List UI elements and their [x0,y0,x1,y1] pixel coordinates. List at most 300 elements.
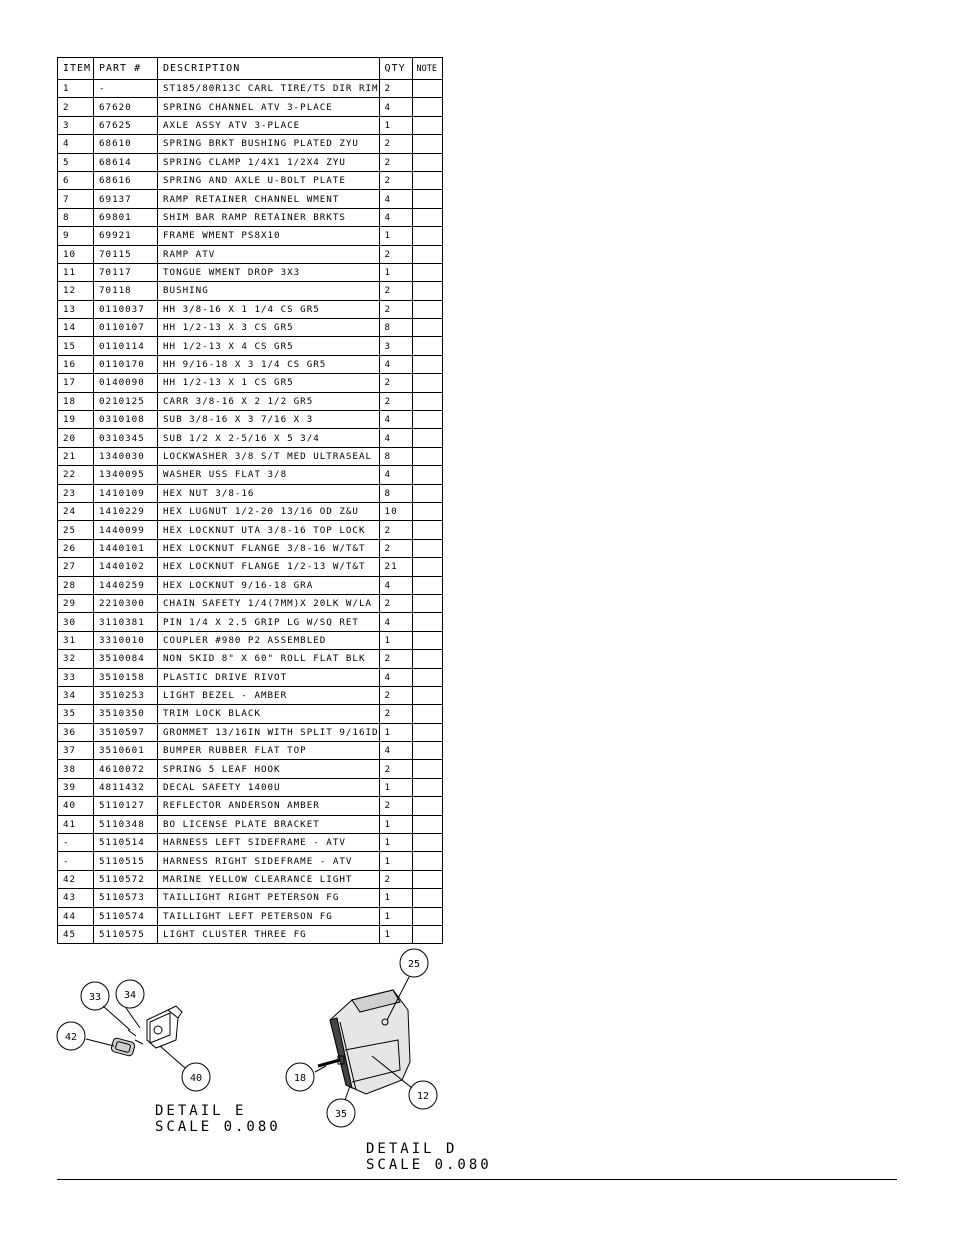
cell-note [412,760,442,778]
header-description: DESCRIPTION [158,58,380,80]
cell-note [412,631,442,649]
cell-part-number: 1440101 [94,539,158,557]
bolt-shaft [318,1060,340,1066]
cell-description: BO LICENSE PLATE BRACKET [158,815,380,833]
table-row [58,208,443,226]
cell-qty: 2 [379,392,412,410]
table-row [58,171,443,189]
cell-note [412,815,442,833]
cell-part-number: 5110572 [94,870,158,888]
rivot-shape [128,1030,136,1036]
cell-qty: 3 [379,337,412,355]
cell-part-number: 0110107 [94,319,158,337]
cell-part-number: 3510350 [94,705,158,723]
cell-item: 42 [58,870,94,888]
cell-qty: 1 [379,631,412,649]
detail-e-caption [155,1103,281,1135]
cell-note [412,778,442,796]
cell-part-number: 5110573 [94,889,158,907]
cell-part-number: 70117 [94,263,158,281]
leader-line [126,1008,140,1028]
cell-item: 26 [58,539,94,557]
cell-item: 10 [58,245,94,263]
cell-part-number: 67620 [94,98,158,116]
detail-d-title: DETAIL D [366,1141,458,1157]
cell-note [412,502,442,520]
cell-note [412,576,442,594]
cell-item: 14 [58,319,94,337]
cell-part-number: - [94,80,158,98]
cell-item: 40 [58,797,94,815]
cell-description: HEX LOCKNUT 9/16-18 GRA [158,576,380,594]
cell-description: SPRING AND AXLE U-BOLT PLATE [158,171,380,189]
cell-description: LOCKWASHER 3/8 S/T MED ULTRASEAL [158,447,380,465]
cell-part-number: 0110114 [94,337,158,355]
cell-description: COUPLER #980 P2 ASSEMBLED [158,631,380,649]
cell-qty: 2 [379,245,412,263]
table-row [58,116,443,134]
cell-note [412,153,442,171]
cell-note [412,558,442,576]
cell-note [412,797,442,815]
cell-description: TAILLIGHT LEFT PETERSON FG [158,907,380,925]
cell-qty: 1 [379,907,412,925]
cell-description: SPRING CHANNEL ATV 3-PLACE [158,98,380,116]
cell-description: HH 1/2-13 X 1 CS GR5 [158,374,380,392]
cell-item: - [58,852,94,870]
table-row [58,723,443,741]
table-row [58,742,443,760]
svg-text:35: 35 [334,1109,348,1120]
table-row [58,889,443,907]
table-row [58,668,443,686]
cell-qty: 2 [379,594,412,612]
cell-qty: 2 [379,80,412,98]
cell-part-number: 4811432 [94,778,158,796]
table-row [58,190,443,208]
cell-qty: 4 [379,576,412,594]
balloon-42 [57,1022,85,1050]
cell-qty: 2 [379,171,412,189]
cell-item: 43 [58,889,94,907]
cell-note [412,116,442,134]
detail-e-scale: SCALE 0.080 [155,1119,281,1135]
cell-qty: 4 [379,98,412,116]
cell-note [412,852,442,870]
cell-note [412,705,442,723]
balloon-40 [182,1063,210,1091]
table-row [58,282,443,300]
cell-note [412,521,442,539]
cell-note [412,392,442,410]
cell-qty: 8 [379,484,412,502]
cell-part-number: 0110170 [94,355,158,373]
cell-note [412,355,442,373]
cell-note [412,907,442,925]
cell-description: SPRING CLAMP 1/4X1 1/2X4 ZYU [158,153,380,171]
cell-item: 2 [58,98,94,116]
cell-part-number: 5110514 [94,834,158,852]
cell-note [412,245,442,263]
cell-description: TRIM LOCK BLACK [158,705,380,723]
leader-line [345,1086,350,1100]
cell-part-number: 1440099 [94,521,158,539]
cell-description: WASHER USS FLAT 3/8 [158,466,380,484]
cell-item: 9 [58,227,94,245]
svg-text:18: 18 [293,1073,307,1084]
cell-description: ST185/80R13C CARL TIRE/TS DIR RIM [158,80,380,98]
cell-note [412,227,442,245]
cell-qty: 8 [379,447,412,465]
cell-description: SUB 1/2 X 2-5/16 X 5 3/4 [158,429,380,447]
cell-qty: 1 [379,815,412,833]
cell-part-number: 5110575 [94,925,158,943]
cell-item: 32 [58,650,94,668]
cell-description: TAILLIGHT RIGHT PETERSON FG [158,889,380,907]
cell-item: 35 [58,705,94,723]
table-header-row [58,58,443,80]
cell-item: 27 [58,558,94,576]
leader-line [160,1046,185,1068]
cell-note [412,80,442,98]
cell-qty: 4 [379,411,412,429]
cell-note [412,135,442,153]
cell-qty: 2 [379,282,412,300]
cell-item: 31 [58,631,94,649]
cell-part-number: 5110127 [94,797,158,815]
svg-text:25: 25 [407,959,421,970]
cell-qty: 1 [379,925,412,943]
table-row [58,815,443,833]
cell-part-number: 3310010 [94,631,158,649]
cell-note [412,889,442,907]
svg-text:42: 42 [64,1032,78,1043]
cell-note [412,374,442,392]
table-row [58,337,443,355]
cell-part-number: 1340030 [94,447,158,465]
detail-d-drawing [286,949,437,1127]
cell-item: 29 [58,594,94,612]
cell-description: HH 3/8-16 X 1 1/4 CS GR5 [158,300,380,318]
footer-rule [57,1179,897,1180]
cell-part-number: 68614 [94,153,158,171]
cell-qty: 4 [379,190,412,208]
header-part-number: PART # [94,58,158,80]
cell-item: 22 [58,466,94,484]
cell-description: PLASTIC DRIVE RIVOT [158,668,380,686]
cell-part-number: 70118 [94,282,158,300]
table-row [58,576,443,594]
cell-item: 11 [58,263,94,281]
cell-note [412,466,442,484]
cell-qty: 1 [379,889,412,907]
cell-qty: 1 [379,834,412,852]
table-row [58,484,443,502]
cell-description: RAMP ATV [158,245,380,263]
cell-part-number: 70115 [94,245,158,263]
table-row [58,374,443,392]
table-row [58,834,443,852]
cell-note [412,925,442,943]
cell-item: 13 [58,300,94,318]
cell-item: 21 [58,447,94,465]
cell-qty: 10 [379,502,412,520]
cell-description: GROMMET 13/16IN WITH SPLIT 9/16ID [158,723,380,741]
cell-item: 44 [58,907,94,925]
cell-item: 12 [58,282,94,300]
header-qty: QTY [379,58,412,80]
cell-part-number: 5110348 [94,815,158,833]
cell-description: REFLECTOR ANDERSON AMBER [158,797,380,815]
cell-description: RAMP RETAINER CHANNEL WMENT [158,190,380,208]
cell-part-number: 2210300 [94,594,158,612]
cell-part-number: 0210125 [94,392,158,410]
cell-description: SPRING BRKT BUSHING PLATED ZYU [158,135,380,153]
cell-part-number: 5110515 [94,852,158,870]
cell-note [412,668,442,686]
cell-part-number: 3510253 [94,686,158,704]
table-row [58,227,443,245]
cell-part-number: 0110037 [94,300,158,318]
cell-note [412,263,442,281]
cell-note [412,282,442,300]
cell-qty: 4 [379,613,412,631]
cell-note [412,686,442,704]
cell-part-number: 3110381 [94,613,158,631]
cell-qty: 1 [379,116,412,134]
cell-item: 15 [58,337,94,355]
cell-item: 36 [58,723,94,741]
cell-qty: 1 [379,263,412,281]
cell-qty: 4 [379,466,412,484]
cell-description: HEX NUT 3/8-16 [158,484,380,502]
cell-description: LIGHT BEZEL - AMBER [158,686,380,704]
cell-part-number: 68616 [94,171,158,189]
table-row [58,502,443,520]
cell-item: - [58,834,94,852]
bill-of-materials-table [57,57,443,944]
cell-qty: 2 [379,153,412,171]
cell-part-number: 0310345 [94,429,158,447]
cell-item: 23 [58,484,94,502]
cell-item: 39 [58,778,94,796]
cell-description: AXLE ASSY ATV 3-PLACE [158,116,380,134]
cell-qty: 2 [379,797,412,815]
table-row [58,797,443,815]
cell-part-number: 1410109 [94,484,158,502]
table-row [58,539,443,557]
cell-qty: 2 [379,705,412,723]
table-row [58,135,443,153]
cell-description: HARNESS LEFT SIDEFRAME - ATV [158,834,380,852]
cell-note [412,447,442,465]
cell-qty: 1 [379,723,412,741]
cell-description: HH 9/16-18 X 3 1/4 CS GR5 [158,355,380,373]
cell-note [412,429,442,447]
table-row [58,300,443,318]
cell-part-number: 1340095 [94,466,158,484]
cell-qty: 2 [379,300,412,318]
table-row [58,925,443,943]
cell-part-number: 0140090 [94,374,158,392]
cell-qty: 2 [379,521,412,539]
table-row [58,355,443,373]
cell-description: HEX LOCKNUT UTA 3/8-16 TOP LOCK [158,521,380,539]
cell-note [412,742,442,760]
table-row [58,631,443,649]
cell-note [412,337,442,355]
table-row [58,411,443,429]
cell-part-number: 1440259 [94,576,158,594]
cell-item: 28 [58,576,94,594]
table-row [58,594,443,612]
cell-qty: 2 [379,760,412,778]
cell-note [412,834,442,852]
cell-item: 45 [58,925,94,943]
cell-item: 25 [58,521,94,539]
leader-line [103,1006,130,1030]
cell-part-number: 3510597 [94,723,158,741]
table-row [58,558,443,576]
table-row [58,778,443,796]
cell-qty: 21 [379,558,412,576]
cell-description: SUB 3/8-16 X 3 7/16 X 3 [158,411,380,429]
cell-part-number: 4610072 [94,760,158,778]
cell-note [412,594,442,612]
cell-item: 4 [58,135,94,153]
table-row [58,686,443,704]
cell-description: HEX LUGNUT 1/2-20 13/16 OD Z&U [158,502,380,520]
cell-item: 1 [58,80,94,98]
table-row [58,263,443,281]
leader-line [315,1066,326,1072]
cell-description: NON SKID 8" X 60" ROLL FLAT BLK [158,650,380,668]
cell-qty: 2 [379,870,412,888]
cell-part-number: 1410229 [94,502,158,520]
cell-qty: 2 [379,539,412,557]
cell-description: PIN 1/4 X 2.5 GRIP LG W/SQ RET [158,613,380,631]
cell-part-number: 1440102 [94,558,158,576]
cell-item: 7 [58,190,94,208]
cell-note [412,300,442,318]
cell-qty: 1 [379,227,412,245]
balloon-33 [81,982,109,1010]
cell-item: 17 [58,374,94,392]
table-row [58,870,443,888]
cell-item: 34 [58,686,94,704]
cell-description: HEX LOCKNUT FLANGE 3/8-16 W/T&T [158,539,380,557]
cell-part-number: 69921 [94,227,158,245]
cell-item: 20 [58,429,94,447]
cell-item: 8 [58,208,94,226]
cell-note [412,870,442,888]
cell-description: TONGUE WMENT DROP 3X3 [158,263,380,281]
table-row [58,153,443,171]
cell-qty: 2 [379,135,412,153]
table-row [58,705,443,723]
cell-description: CARR 3/8-16 X 2 1/2 GR5 [158,392,380,410]
cell-description: HH 1/2-13 X 3 CS GR5 [158,319,380,337]
cell-note [412,613,442,631]
cell-part-number: 69137 [94,190,158,208]
cell-item: 5 [58,153,94,171]
detail-e-drawing [57,980,210,1091]
cell-note [412,650,442,668]
cell-part-number: 69801 [94,208,158,226]
cell-qty: 8 [379,319,412,337]
balloon-12 [409,1081,437,1109]
cell-qty: 4 [379,355,412,373]
svg-text:33: 33 [88,992,102,1003]
cell-note [412,411,442,429]
cell-part-number: 0310108 [94,411,158,429]
table-row [58,650,443,668]
cell-part-number: 5110574 [94,907,158,925]
table-row [58,319,443,337]
cell-qty: 4 [379,742,412,760]
cell-qty: 2 [379,374,412,392]
cell-description: BUSHING [158,282,380,300]
balloon-18 [286,1063,314,1091]
cell-qty: 1 [379,778,412,796]
clearance-light-shape [111,1037,136,1056]
cell-qty: 1 [379,852,412,870]
cell-part-number: 3510084 [94,650,158,668]
cell-description: HEX LOCKNUT FLANGE 1/2-13 W/T&T [158,558,380,576]
cell-item: 33 [58,668,94,686]
cell-part-number: 67625 [94,116,158,134]
cell-note [412,723,442,741]
cell-description: BUMPER RUBBER FLAT TOP [158,742,380,760]
cell-description: FRAME WMENT PS8X10 [158,227,380,245]
cell-item: 19 [58,411,94,429]
detail-e-title: DETAIL E [155,1103,247,1119]
detail-d-caption [366,1141,492,1173]
table-row [58,466,443,484]
cell-part-number: 68610 [94,135,158,153]
cell-qty: 2 [379,650,412,668]
cell-note [412,484,442,502]
svg-text:34: 34 [123,990,137,1001]
cell-description: SPRING 5 LEAF HOOK [158,760,380,778]
cell-note [412,319,442,337]
header-item: ITEM [58,58,94,80]
cell-description: LIGHT CLUSTER THREE FG [158,925,380,943]
cell-description: SHIM BAR RAMP RETAINER BRKTS [158,208,380,226]
table-row [58,521,443,539]
cell-qty: 4 [379,208,412,226]
cell-item: 18 [58,392,94,410]
balloon-34 [116,980,144,1008]
cell-description: HARNESS RIGHT SIDEFRAME - ATV [158,852,380,870]
cell-item: 6 [58,171,94,189]
balloon-25 [400,949,428,977]
table-row [58,429,443,447]
cell-note [412,190,442,208]
rivot-shape [135,1040,143,1044]
cell-description: DECAL SAFETY 1400U [158,778,380,796]
detail-d-scale: SCALE 0.080 [366,1157,492,1173]
balloon-35 [327,1099,355,1127]
table-row [58,98,443,116]
table-row [58,613,443,631]
table-row [58,907,443,925]
cell-qty: 2 [379,686,412,704]
cell-part-number: 3510158 [94,668,158,686]
svg-text:12: 12 [416,1091,430,1102]
bezel-hole [154,1026,162,1034]
cell-description: CHAIN SAFETY 1/4(7MM)X 20LK W/LA [158,594,380,612]
